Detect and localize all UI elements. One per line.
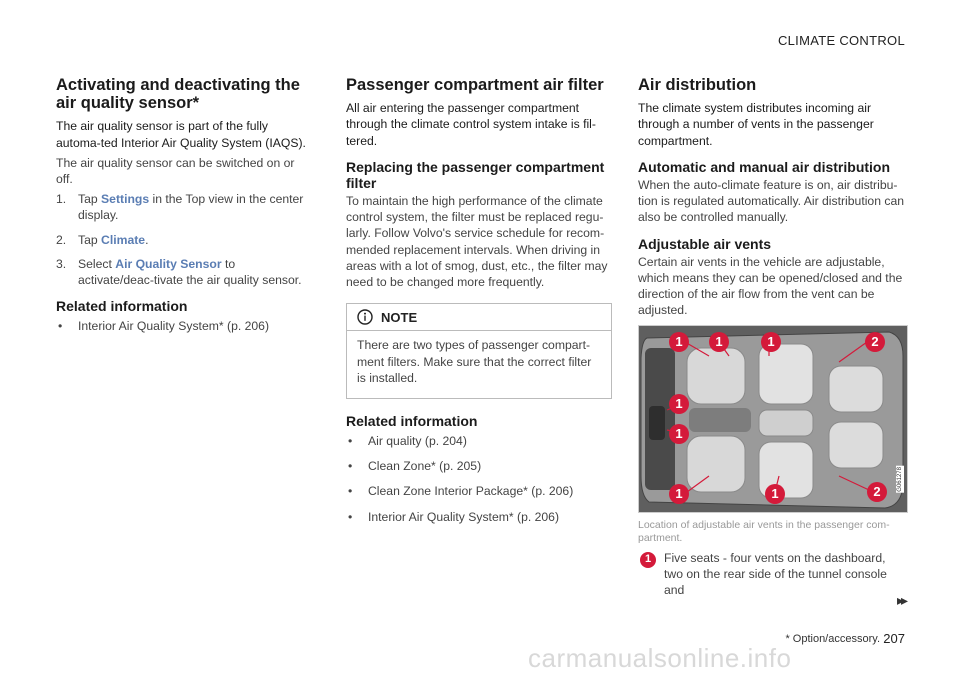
callout-description (638, 550, 906, 599)
section-title-air-quality-sensor: Activating and deactivating the air quality sensor* (56, 76, 300, 113)
related-link[interactable]: • Clean Zone Interior Package* (p. 206) (348, 484, 574, 499)
column-cabin-filter (346, 76, 612, 534)
steps-list (56, 191, 314, 288)
related-link[interactable]: • Interior Air Quality System* (p. 206) (58, 319, 270, 334)
section-title-air-distribution: Air distribution (638, 76, 757, 94)
callout-marker: 1 (669, 484, 689, 504)
subsection-title-replacing-filter: Replacing the passenger compartment filter (346, 158, 605, 191)
watermark: carmanualsonline.info (528, 643, 792, 673)
callout-marker: 1 (709, 332, 729, 352)
step-item: 3. Select Air Quality Sensor to activate/deac-tivate the air quality sensor. (56, 256, 302, 288)
subsection-title-auto-manual: Automatic and manual air distribution (638, 158, 891, 175)
callout-marker: 1 (669, 394, 689, 414)
related-link[interactable]: • Air quality (p. 204) (348, 434, 467, 449)
related-link[interactable]: • Interior Air Quality System* (p. 206) (348, 509, 560, 524)
note-text: There are two types of passenger compart-ment filters. Make sure that the correct filter is installed. (357, 338, 592, 385)
running-header: CLIMATE CONTROL (777, 33, 905, 48)
ui-label-air-quality-sensor: Air Quality Sensor (115, 256, 222, 271)
related-links (346, 433, 612, 525)
subsection-title-adjustable-vents: Adjustable air vents (638, 235, 772, 252)
callout-marker: 1 (765, 484, 785, 504)
related-links (56, 318, 314, 334)
auto-manual-paragraph: When the auto-climate feature is on, air distribu-tion is regulated automatically. Air distribution can also be controlled manually. (638, 177, 905, 225)
image-code: G061278 (897, 466, 903, 492)
callout-marker: 1 (669, 332, 689, 352)
callout-marker: 2 (865, 332, 885, 352)
callout-marker: 1 (669, 424, 689, 444)
callout-text: Five seats - four vents on the dashboard, two on the rear side of the tunnel console and (664, 550, 887, 598)
note-box (346, 303, 612, 399)
section-title-cabin-filter: Passenger compartment air filter (346, 76, 604, 94)
footnote: * Option/accessory. (785, 633, 880, 645)
note-label: NOTE (381, 309, 418, 325)
callout-marker: 1 (761, 332, 781, 352)
step-item: 2. Tap Climate. (56, 232, 149, 247)
page-number: 207 (883, 631, 905, 646)
related-link[interactable]: • Clean Zone* (p. 205) (348, 459, 482, 474)
column-air-quality-sensor (56, 76, 314, 344)
related-info-heading: Related information (346, 412, 478, 429)
info-icon (357, 309, 373, 325)
continue-arrows-icon: ▸▸ (896, 592, 905, 608)
adjustable-vents-paragraph: Certain air vents in the vehicle are adjustable, which means they can be opened/closed and the direction of the air flow from the vent can be adjusted. (638, 254, 903, 318)
lead-paragraph: The climate system distributes incoming air through a number of vents in the passenger compartment. (638, 101, 874, 148)
vent-location-figure (638, 325, 908, 513)
intro-paragraph: The air quality sensor can be switched on or off. (56, 155, 295, 186)
ui-label-settings: Settings (101, 192, 150, 207)
step-item: 1. Tap Settings in the Top view in the center display. (56, 192, 304, 223)
callout-marker-legend: 1 (640, 552, 656, 568)
callout-marker: 2 (867, 482, 887, 502)
lead-paragraph: All air entering the passenger compartment through the climate control system intake is fil-tered. (346, 101, 596, 148)
replacing-filter-paragraph: To maintain the high performance of the climate control system, the filter must be replaced regu-larly. Follow Volvo's service schedule for recom-mended replacement intervals. When driving in areas with a lot of smog, dust, etc., the filter may need to be changed more frequently. (346, 193, 608, 290)
figure-caption: Location of adjustable air vents in the passenger com-partment. (638, 518, 890, 545)
lead-paragraph: The air quality sensor is part of the fully automa-ted Interior Air Quality System (IAQS). (56, 119, 306, 150)
ui-label-climate: Climate (101, 232, 146, 247)
related-info-heading: Related information (56, 298, 188, 315)
column-air-distribution (638, 76, 906, 598)
